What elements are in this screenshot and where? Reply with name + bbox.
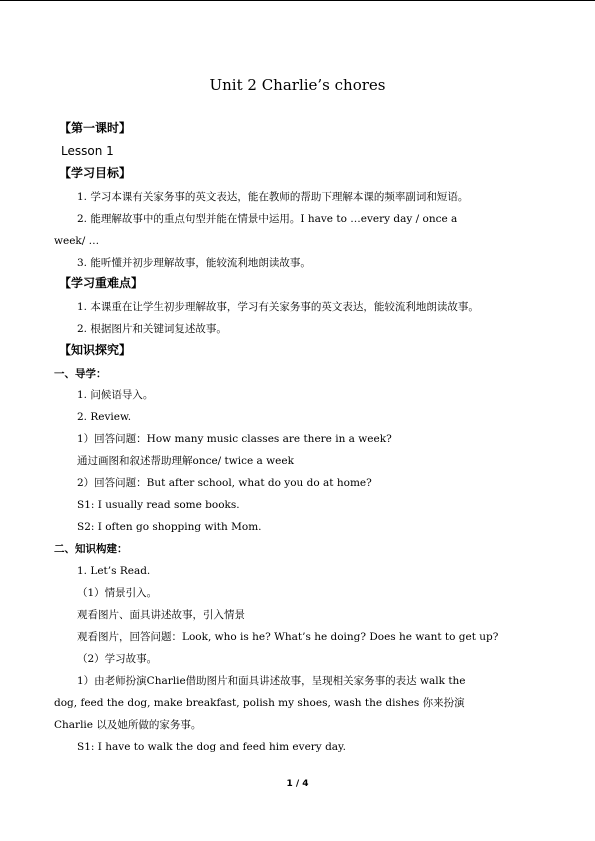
- objective-2-continued: week/ …: [54, 235, 100, 247]
- guide-question-2: 2）回答问题：But after school, what do you do at home?: [77, 477, 372, 489]
- construction-story-line-2: dog, feed the dog, make breakfast, polish my shoes, wash the dishes 你来扮演: [54, 697, 465, 709]
- student-answer-2: S2: I often go shopping with Mom.: [77, 521, 262, 533]
- section-heading-exploration: 【知识探究】: [59, 343, 132, 357]
- construction-step-1: 1. Let’s Read.: [77, 565, 151, 577]
- student-line-s1: S1: I have to walk the dog and feed him every day.: [77, 741, 346, 753]
- key-point-1: 1. 本课重在让学生初步理解故事，学习有关家务事的英文表达，能较流利地朗读故事。: [77, 301, 479, 313]
- guide-question-1: 1）回答问题：How many music classes are there in a week?: [77, 433, 392, 445]
- construction-story-line-1: 1）由老师扮演Charlie借助图片和面具讲述故事，呈现相关家务事的表达 walk the: [77, 675, 466, 687]
- guide-step-1: 1. 问候语导入。: [77, 389, 154, 401]
- construction-learn-story: （2）学习故事。: [77, 653, 158, 665]
- page-number: 1 / 4: [286, 779, 309, 789]
- document-title: Unit 2 Charlie’s chores: [209, 76, 386, 94]
- guide-note: 通过画图和叙述帮助理解once/ twice a week: [77, 455, 294, 467]
- lesson-label: Lesson 1: [61, 144, 114, 158]
- guide-step-2: 2. Review.: [77, 411, 132, 423]
- student-answer-1: S1: I usually read some books.: [77, 499, 240, 511]
- objective-3: 3. 能听懂并初步理解故事，能较流利地朗读故事。: [77, 257, 311, 269]
- objective-1: 1. 学习本课有关家务事的英文表达，能在教师的帮助下理解本课的频率副词和短语。: [77, 191, 469, 203]
- objective-2: 2. 能理解故事中的重点句型并能在情景中运用。I have to …every day / once a: [77, 213, 458, 225]
- construction-scene-intro: （1）情景引入。: [77, 587, 158, 599]
- section-heading-objectives: 【学习目标】: [59, 166, 132, 180]
- subheading-construction: 二、知识构建：: [54, 543, 128, 555]
- subheading-guide: 一、导学：: [54, 368, 107, 380]
- construction-line-questions: 观看图片，回答问题：Look, who is he? What’s he doing? Does he want to get up?: [77, 631, 499, 643]
- top-rule: [0, 0, 595, 1]
- construction-line-watch-pictures: 观看图片、面具讲述故事，引入情景: [77, 609, 245, 621]
- construction-story-line-3: Charlie 以及她所做的家务事。: [54, 719, 202, 731]
- section-heading-lesson-period: 【第一课时】: [59, 121, 132, 135]
- key-point-2: 2. 根据图片和关键词复述故事。: [77, 323, 227, 335]
- section-heading-key-points: 【学习重难点】: [59, 276, 144, 290]
